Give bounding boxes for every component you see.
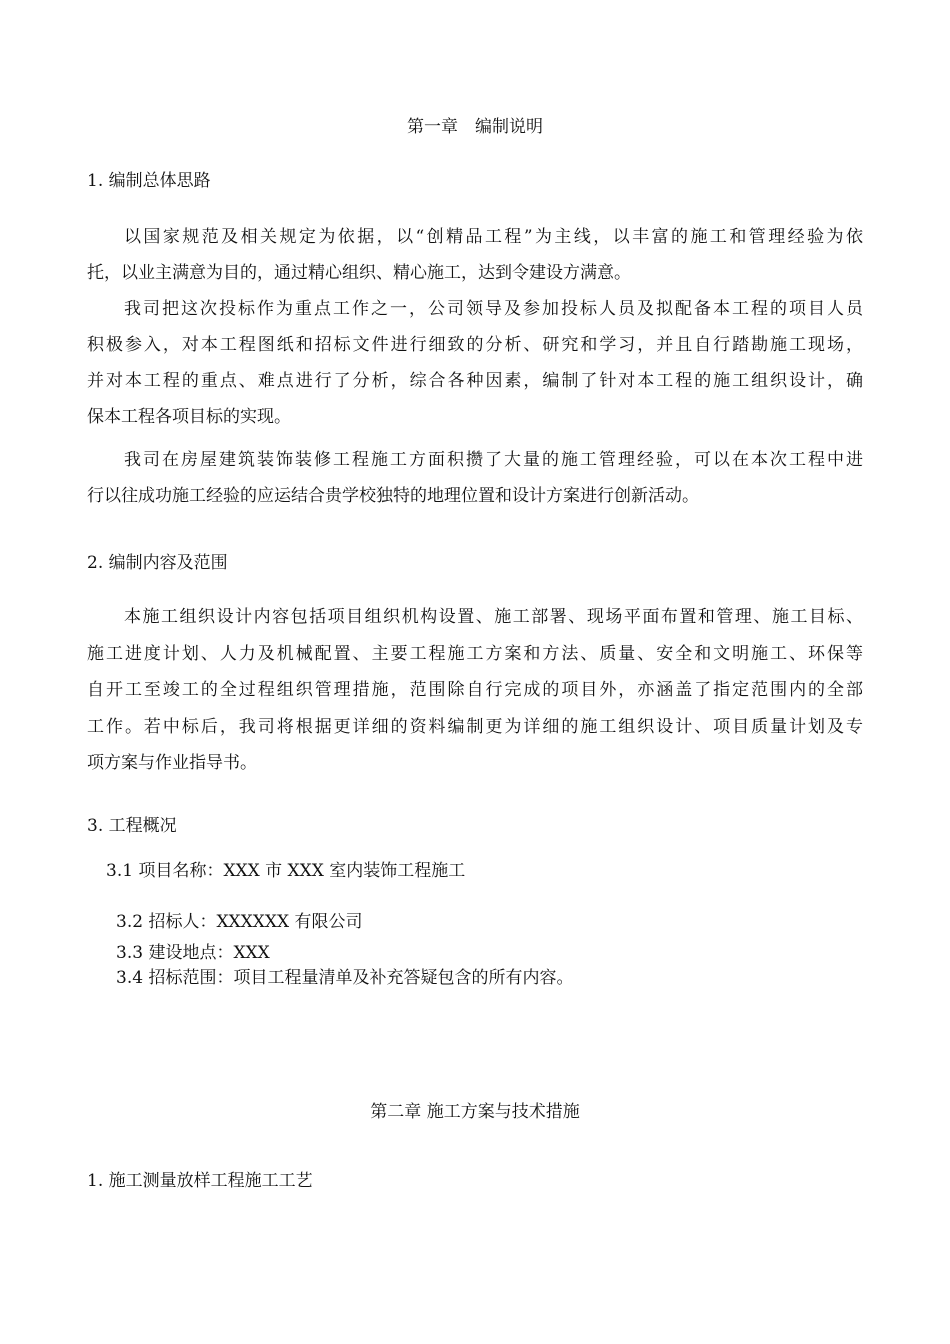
paragraph-line: 我司在房屋建筑装饰装修工程施工方面积攒了大量的施工管理经验，可以在本次工程中进 — [124, 450, 863, 470]
paragraph-line: 保本工程各项目标的实现。 — [87, 407, 291, 427]
chapter1-title: 第一章 编制说明 — [407, 117, 543, 137]
overview-item: 3.3 建设地点：XXX — [116, 943, 270, 963]
section2-heading: 2. 编制内容及范围 — [87, 553, 228, 573]
chapter2-section1-heading: 1. 施工测量放样工程施工工艺 — [87, 1171, 313, 1191]
paragraph-line: 托，以业主满意为目的，通过精心组织、精心施工，达到令建设方满意。 — [87, 263, 631, 283]
section1-heading: 1. 编制总体思路 — [87, 171, 211, 191]
paragraph-line: 项方案与作业指导书。 — [87, 753, 257, 773]
paragraph-line: 行以往成功施工经验的应运结合贵学校独特的地理位置和设计方案进行创新活动。 — [87, 486, 699, 506]
paragraph-line: 本施工组织设计内容包括项目组织机构设置、施工部署、现场平面布置和管理、施工目标、 — [124, 607, 863, 627]
overview-item: 3.4 招标范围：项目工程量清单及补充答疑包含的所有内容。 — [116, 968, 574, 988]
paragraph-line: 施工进度计划、人力及机械配置、主要工程施工方案和方法、质量、安全和文明施工、环保等 — [87, 644, 863, 664]
overview-item: 3.1 项目名称：XXX 市 XXX 室内装饰工程施工 — [106, 861, 466, 881]
paragraph-line: 以国家规范及相关规定为依据，以“创精品工程”为主线，以丰富的施工和管理经验为依 — [124, 227, 863, 247]
paragraph-line: 我司把这次投标作为重点工作之一，公司领导及参加投标人员及拟配备本工程的项目人员 — [124, 299, 863, 319]
paragraph-line: 工作。若中标后，我司将根据更详细的资料编制更为详细的施工组织设计、项目质量计划及专 — [87, 717, 863, 737]
overview-item: 3.2 招标人：XXXXXX 有限公司 — [116, 912, 363, 932]
paragraph-line: 自开工至竣工的全过程组织管理措施，范围除自行完成的项目外，亦涵盖了指定范围内的全部 — [87, 680, 863, 700]
paragraph-line: 积极参入，对本工程图纸和招标文件进行细致的分析、研究和学习，并且自行踏勘施工现场， — [87, 335, 863, 355]
section3-heading: 3. 工程概况 — [87, 816, 177, 836]
paragraph-line: 并对本工程的重点、难点进行了分析，综合各种因素，编制了针对本工程的施工组织设计，确 — [87, 371, 863, 391]
chapter2-title: 第二章 施工方案与技术措施 — [370, 1102, 580, 1122]
